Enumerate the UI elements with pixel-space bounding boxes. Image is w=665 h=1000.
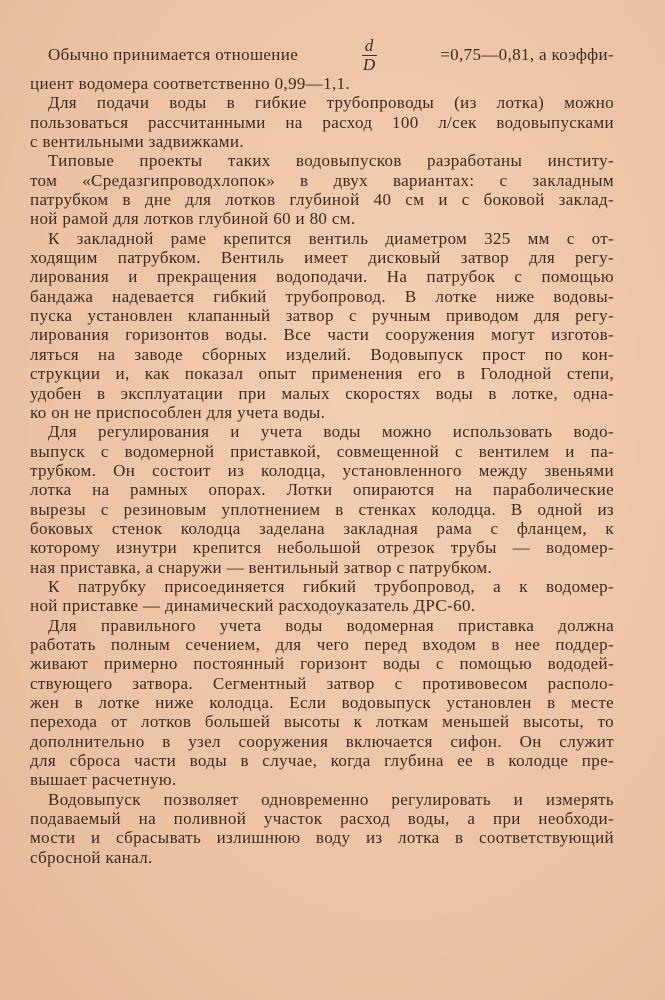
text-line: мости и сбрасывать излишнюю воду из лотка в соответствующий (30, 828, 614, 848)
fraction-denominator: D (362, 54, 376, 74)
text-line: для сброса части воды в случае, когда глубина ее в колодце пре- (30, 751, 614, 771)
text-line: Для подачи воды в гибкие трубопроводы (из лотка) можно (48, 93, 614, 113)
text-line: ствующего затвора. Сегментный затвор с противовесом располо- (30, 673, 614, 693)
text-line: К закладной раме крепится вентиль диаметром 325 мм с от- (48, 228, 614, 248)
text-line: живают примерно постоянный горизонт воды с помощью вододей- (30, 654, 614, 674)
text-line: лирования горизонтов воды. Все части сооружения могут изготов- (30, 325, 614, 345)
text-after-formula: =0,75—0,81, а коэффи- (440, 45, 614, 64)
text-line: том «Средазгипроводхлопок» в двух вариантах: с закладным (30, 170, 614, 190)
paragraph (30, 790, 614, 867)
text-line: удобен в эксплуатации при малых скоростях воды в лотке, одна- (30, 383, 614, 403)
fraction-numerator: d (362, 37, 377, 56)
text-line: патрубком в дне для лотков глубиной 40 см и с боковой заклад- (30, 190, 614, 210)
paragraph (30, 151, 614, 228)
text-line: сбросной канал. (30, 847, 153, 867)
paragraph (30, 74, 614, 93)
text-line: пользоваться рассчитанными на расход 100 л/сек водовыпусками (30, 112, 614, 132)
text-line: циент водомера соответственно 0,99—1,1. (30, 74, 351, 93)
text-line: с вентильными задвижками. (30, 132, 244, 152)
text-line: Для регулирования и учета воды можно использовать водо- (48, 422, 614, 442)
text-line: которому изнутри крепится небольшой отрезок трубы — водомер- (30, 538, 614, 558)
document-page (30, 36, 614, 867)
text-line: работать полным сечением, для чего перед входом в нее поддер- (30, 634, 614, 654)
text-line: дополнительно в узел сооружения включается сифон. Он служит (30, 731, 614, 751)
text-before-formula: Обычно принимается отношение (48, 45, 299, 64)
text-line: боковых стенок колодца заделана закладная рама с фланцем, к (30, 518, 614, 538)
text-line: ной приставке — динамический расходоуказатель ДРС-60. (30, 596, 476, 616)
text-line: вышает расчетную. (30, 770, 177, 790)
text-line: струкции и, как показал опыт применения его в Голодной степи, (30, 364, 614, 384)
text-line: трубком. Он состоит из колодца, установленного между звеньями (30, 460, 614, 480)
text-line: ходящим патрубком. Вентиль имеет дисковый затвор для регу- (30, 248, 614, 268)
text-line: перехода от лотков большей высоты к лоткам меньшей высоты, то (30, 712, 614, 732)
paragraph (30, 93, 614, 151)
text-line: К патрубку присоединяется гибкий трубопровод, а к водомер- (48, 576, 614, 596)
text-line: Для правильного учета воды водомерная приставка должна (48, 615, 614, 635)
text-line: Типовые проекты таких водовыпусков разработаны институ- (48, 151, 614, 171)
text-line: лотка на рамных опорах. Лотки опираются на параболические (30, 480, 614, 500)
paragraph (30, 229, 614, 422)
text-line: пуска установлен клапанный затвор с ручным приводом для регу- (30, 306, 614, 326)
paragraph (30, 616, 614, 790)
text-line: ная приставка, а снаружи — вентильный затвор с патрубком. (30, 557, 493, 577)
text-line: жен в лотке ниже колодца. Если водовыпуск установлен в месте (30, 693, 614, 712)
text-line: вырезы с резиновым уплотнением в стенках колодца. В одной из (30, 499, 614, 519)
text-line: ко он не приспособлен для учета воды. (30, 402, 326, 422)
text-line: выпуск с водомерной приставкой, совмещенной с вентилем и па- (30, 441, 614, 461)
text-line: лирования и прекращения водоподачи. На патрубок с помощью (30, 267, 614, 287)
paragraph (30, 422, 614, 577)
fraction-d-over-D (362, 37, 377, 74)
text-line: Водовыпуск позволяет одновременно регулировать и измерять (48, 789, 614, 809)
text-line: бандажа надевается гибкий трубопровод. В лотке ниже водовы- (30, 286, 614, 306)
text-line: ной рамой для лотков глубиной 60 и 80 см. (30, 209, 356, 229)
paragraph (30, 577, 614, 616)
first-line (30, 36, 614, 74)
text-line: подаваемый на поливной участок расход воды, а при необходи- (30, 809, 614, 829)
text-line: ляться на заводе сборных изделий. Водовыпуск прост по кон- (30, 344, 614, 364)
